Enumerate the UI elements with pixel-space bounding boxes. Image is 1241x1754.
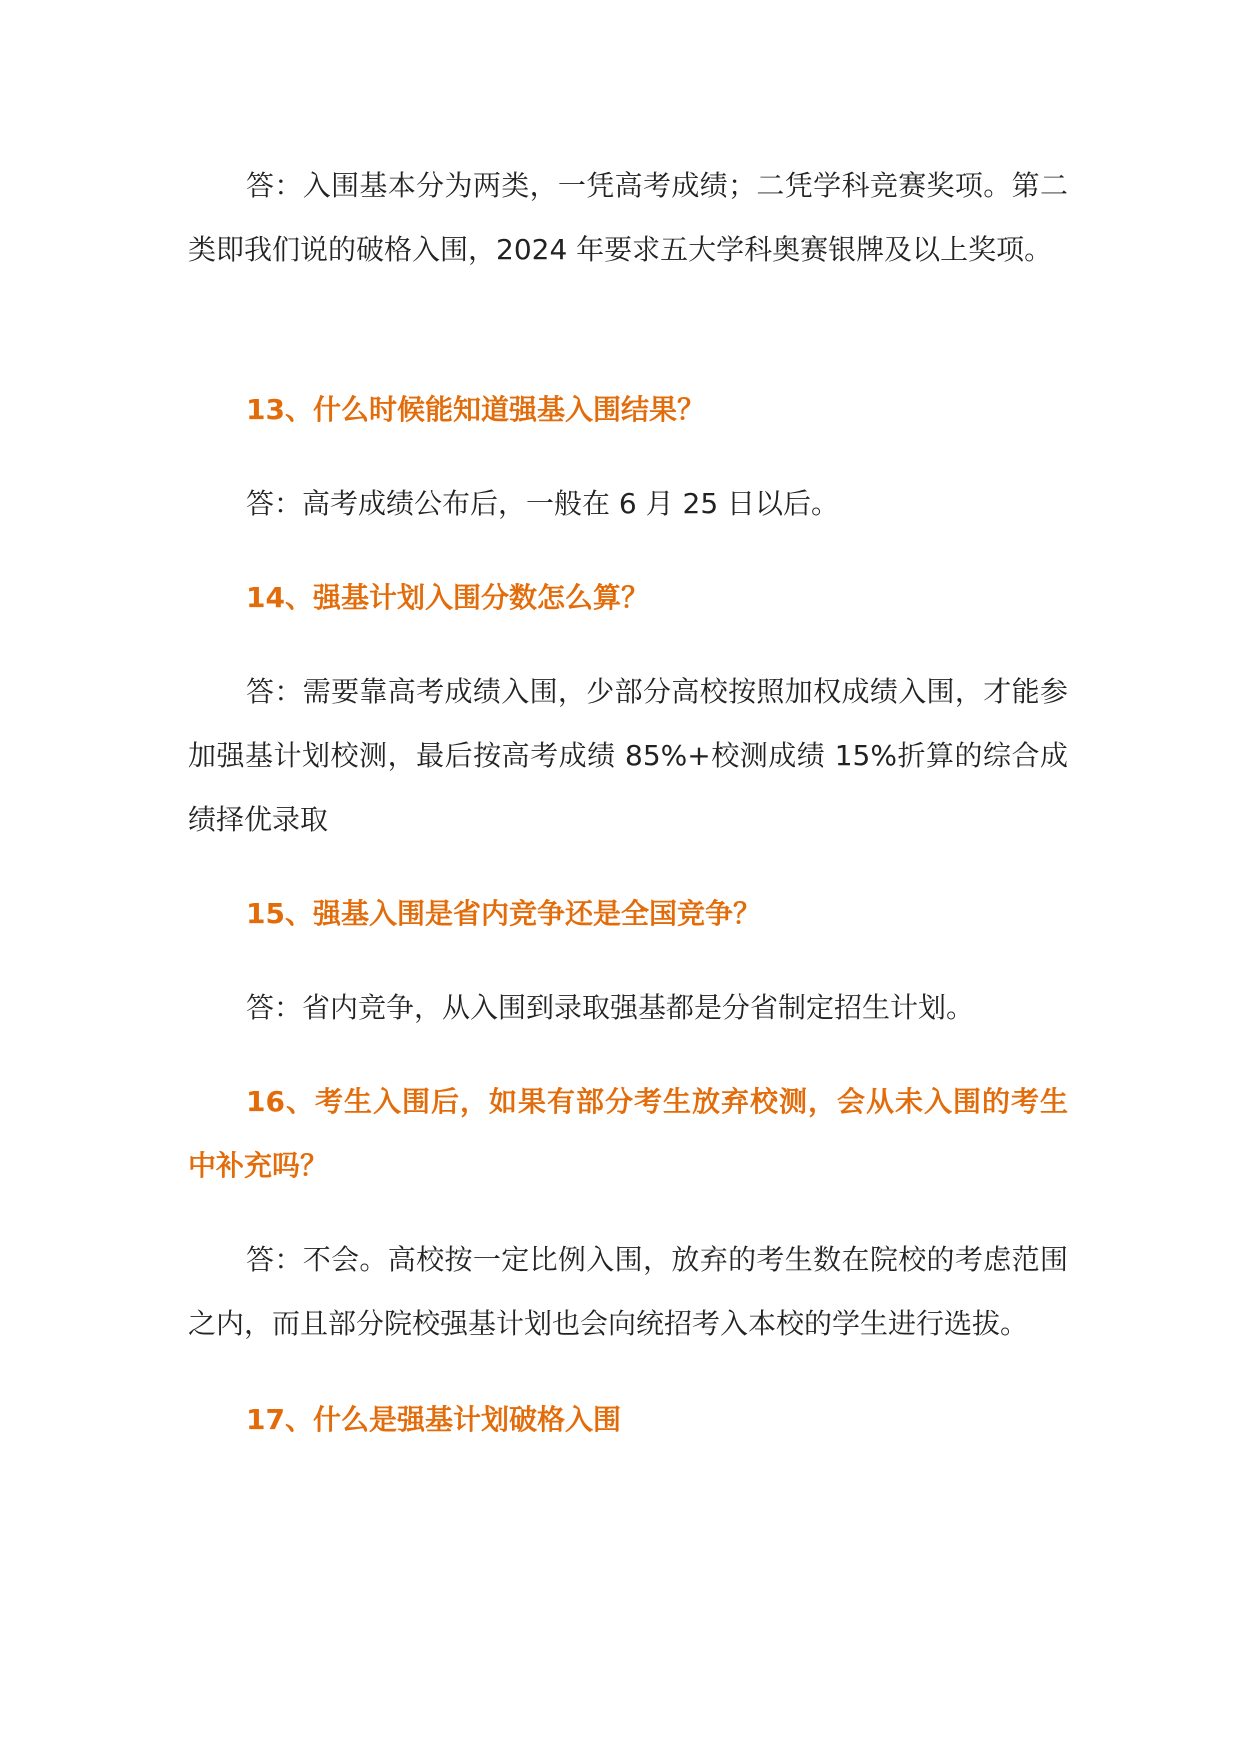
answer-16: 答：不会。高校按一定比例入围，放弃的考生数在院校的考虑范围之内，而且部分院校强基计划也会向统招考入本校的学生进行选拔。 [188, 1243, 1068, 1340]
answer-14: 答：需要靠高考成绩入围，少部分高校按照加权成绩入围，才能参加强基计划校测，最后按高考成绩 85%+校测成绩 15%折算的综合成绩择优录取 [188, 675, 1068, 836]
question-16: 16、考生入围后，如果有部分考生放弃校测，会从未入围的考生中补充吗？ [188, 1085, 1068, 1182]
question-13: 13、什么时候能知道强基入围结果？ [246, 393, 705, 426]
question-17: 17、什么是强基计划破格入围 [246, 1403, 621, 1436]
answer-15: 答：省内竞争，从入围到录取强基都是分省制定招生计划。 [246, 991, 975, 1024]
question-15: 15、强基入围是省内竞争还是全国竞争？ [246, 897, 761, 930]
question-14: 14、强基计划入围分数怎么算？ [246, 581, 649, 614]
answer-13: 答：高考成绩公布后，一般在 6 月 25 日以后。 [246, 487, 840, 520]
answer-12: 答：入围基本分为两类，一凭高考成绩；二凭学科竞赛奖项。第二类即我们说的破格入围，2024 年要求五大学科奥赛银牌及以上奖项。 [188, 169, 1068, 266]
